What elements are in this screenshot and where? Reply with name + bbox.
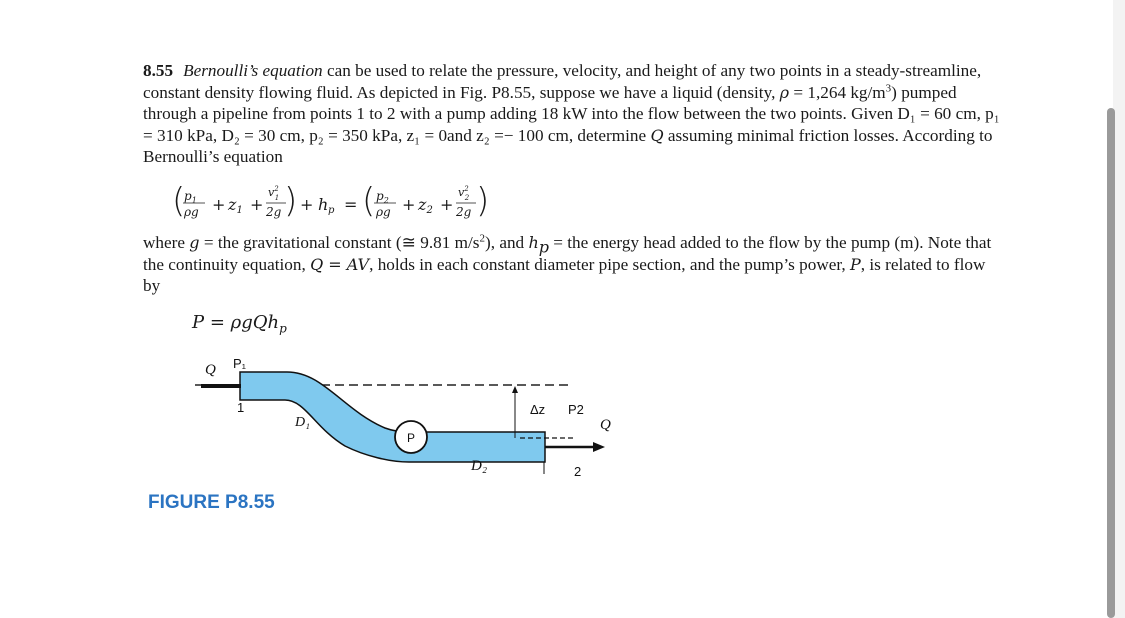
svg-text:+: +: [300, 195, 314, 214]
q-out-label: Q: [600, 417, 611, 433]
svg-text:+: +: [440, 195, 454, 214]
svg-text:(: (: [362, 181, 376, 221]
hp-sub-text: p: [538, 237, 549, 257]
density-symbol: ρ: [779, 82, 790, 102]
continuity-rest: , holds in each constant diameter pipe section, and the pump’s power,: [369, 254, 851, 274]
power-symbol: P: [850, 254, 861, 274]
g-end: ), and: [485, 233, 529, 252]
g-exponent: 2: [479, 232, 485, 245]
svg-text:ρg: ρg: [184, 205, 199, 219]
d1-label: D₁: [295, 415, 310, 430]
intro-text: can be used to relate the pressure, velocity, and height of any two points in a steady-streamline, constant density flowing fluid. As depicted in Fig. P8.55, suppose we have a liquid (density,: [143, 61, 982, 102]
assume-text: assuming minimal friction losses. According to Bernoulli’s equation: [143, 125, 993, 166]
point1-label: 1: [237, 400, 245, 415]
power-equation: P = ρgQh$_p$: [192, 312, 287, 336]
svg-text:v21: $v^2$ 1: [268, 185, 280, 202]
power-text: , is related to flow by: [143, 254, 986, 295]
g-symbol: g: [189, 233, 200, 252]
d2-label: D₂: [471, 458, 488, 474]
svg-text:v22: $v^2$ 2: [458, 185, 470, 202]
p2-label: P2: [568, 402, 584, 417]
problem-statement: [143, 60, 1003, 168]
figure-caption: FIGURE P8.55: [148, 492, 275, 513]
hp-symbol: h: [318, 195, 329, 214]
equals-sign: =: [344, 195, 358, 214]
outlet-arrow-head: [593, 442, 605, 452]
hp-symbol-text: h: [528, 233, 539, 252]
svg-text:p1: $p_1$: [184, 189, 197, 205]
explanation-text: [143, 232, 1003, 297]
svg-text:2g: 2g: [456, 205, 472, 219]
svg-text:2g: 2g: [266, 205, 282, 219]
density-text: = 1,264 kg/m: [789, 82, 886, 102]
pipeline-figure: [195, 350, 615, 485]
svg-text:+: +: [402, 195, 416, 214]
problem-title: Bernoulli’s equation: [183, 61, 323, 80]
scrollbar-thumb[interactable]: [1107, 108, 1115, 618]
svg-text:z2: z2: [418, 195, 433, 216]
q-symbol: Q: [650, 125, 664, 145]
point2-label: 2: [574, 464, 582, 479]
svg-text:ρg: ρg: [376, 205, 391, 219]
delta-z-label: Δz: [530, 402, 546, 417]
svg-text:): ): [476, 181, 490, 221]
given-values: D₁ = 60 cm, p₁ = 310 kPa, D₂ = 30 cm, p₂ = 350 kPa, z₁ = 0and z₂ =− 100 cm,: [143, 104, 1000, 145]
q-in-label: Q: [205, 362, 216, 378]
determine-text: determine: [573, 125, 651, 145]
g-text: = the gravitational constant (≅ 9.81 m/s: [199, 233, 480, 252]
hp-subscript: p: [328, 205, 335, 216]
bernoulli-equation: [172, 178, 532, 226]
svg-text:(: (: [172, 181, 186, 221]
svg-text:p2: $p_2$: [376, 189, 389, 205]
continuity-equation: Q = AV: [310, 254, 370, 274]
p1-label: P₁: [233, 356, 247, 371]
power-equation-subscript: p: [279, 321, 287, 336]
svg-text:+: +: [250, 195, 264, 214]
where-text: where: [143, 233, 190, 252]
svg-text:): ): [284, 181, 298, 221]
pump-label: P: [407, 431, 416, 445]
hp-text: = the energy head added to the flow by the pump (m). Note that the continuity equation,: [143, 233, 992, 274]
density-exponent: 3: [885, 81, 892, 94]
svg-text:z1: z1: [228, 195, 243, 216]
plus-sign-1: +: [212, 195, 226, 214]
pump-text: ) pumped through a pipeline from points 1 to 2 with a pump adding 18 kW into the flow between the two points. Given: [143, 82, 957, 123]
problem-number: 8.55: [143, 61, 174, 80]
